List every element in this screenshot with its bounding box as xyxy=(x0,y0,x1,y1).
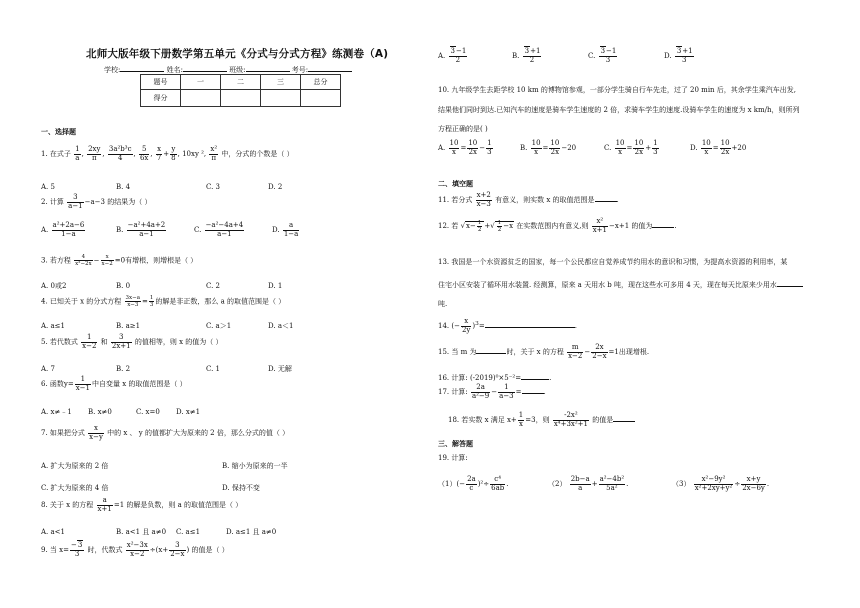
question-text: 的值是 xyxy=(592,416,614,425)
math-fraction: $\frac{3x-a}{x-3}$ xyxy=(125,295,141,309)
answer-blank[interactable] xyxy=(476,346,506,354)
answer-blank[interactable] xyxy=(652,220,674,228)
page-title: 北师大版年级下册数学第五单元《分式与分式方程》练测卷（A) xyxy=(86,48,389,60)
option-d[interactable]: D. 2 xyxy=(268,183,283,191)
answer-blank[interactable] xyxy=(613,414,635,422)
math-fraction: $\frac{\text{3a²b³c}}{4}$ xyxy=(108,145,132,162)
option-a[interactable]: A. 5 xyxy=(41,183,55,191)
question-17: 17. 计算: $\frac{2a}{\text{a²−9}}$ − $\frac{1}{a-3}$ = . xyxy=(438,383,546,400)
question-9: 9. 当 x= $\frac{-3}{3}$ 时，代数式 $\frac{\text{x²−3x}}{x-2}$ ÷(x+ $\frac{3}{2-x}$ ) 的值是（ ） xyxy=(41,541,229,558)
option-c[interactable]: C. a≤1 xyxy=(176,528,201,536)
school-label: 学校: xyxy=(104,66,121,74)
question-4: 4. 已知关于 x 的分式方程 $\frac{3x-a}{x-3}$ = $\frac{1}{3}$ 的解是非正数，那么 a 的取值范围是（ ） xyxy=(41,295,286,309)
question-text: 10xy ², xyxy=(182,150,207,159)
question-11: 11. 若分式 $\frac{x+2}{x-3}$ 有意义，则实数 x 的取值范围是 . xyxy=(438,191,619,208)
math-fraction: $\frac{1}{3}$ xyxy=(149,295,154,309)
question-text: =3，则 xyxy=(525,416,550,425)
question-text: 的值为 xyxy=(631,222,653,231)
question-15: 15. 当 m 为 时，关于 x 的方程 $\frac{m}{x-2}$ − $\frac{2x}{2-x}$ =1出现增根. xyxy=(438,343,650,360)
math-fraction: $\frac{\text{x²}}{\pi}$ xyxy=(210,145,218,162)
math-fraction: $\frac{a}{x+1}$ xyxy=(97,496,112,513)
option-c[interactable]: C. x=0 xyxy=(136,408,160,416)
option-c[interactable]: C. $\frac{\text{−a²−4a+4}}{a-1}$ xyxy=(194,221,244,238)
math-fraction: $\frac{2x}{2-x}$ xyxy=(592,343,607,360)
question-16: 16. 计算: (-2019)⁰×5⁻²= . xyxy=(438,374,552,382)
option-b[interactable]: B. $\frac{3+1}{2}$ xyxy=(512,47,541,64)
option-c[interactable]: C. $\frac{3-1}{3}$ xyxy=(588,47,617,64)
math-fraction: $\frac{-3}{3}$ xyxy=(70,541,83,558)
question-text: =1 的解是负数，则 a 的取值范围是（ ） xyxy=(113,501,243,510)
answer-blank[interactable] xyxy=(777,279,803,287)
option-a[interactable]: A. x≠﹣1 xyxy=(41,408,72,416)
question-2: 2. 计算 $\frac{3}{a-1}$ −a−3 的结果为（ ） xyxy=(41,193,152,210)
name-label: 姓名: xyxy=(166,66,183,74)
option-c[interactable]: C. $\frac{10}{x}$ = $\frac{10}{2x}$ + $\frac{1}{3}$ xyxy=(604,139,658,156)
score-header-cell: 三 xyxy=(261,75,301,90)
question-text: 6. 函数y= xyxy=(41,380,74,389)
question-5 xyxy=(41,334,222,350)
math-fraction: $\frac{x}{2y}$ xyxy=(461,317,471,334)
score-cell[interactable] xyxy=(181,90,221,107)
math-fraction: $\frac{x}{7}$ xyxy=(156,145,162,162)
question-18 xyxy=(448,412,635,428)
option-a[interactable]: A. 7 xyxy=(41,365,55,373)
score-table-score-row xyxy=(141,90,341,107)
answer-blank[interactable] xyxy=(485,320,575,328)
score-table xyxy=(140,74,341,107)
option-d[interactable]: D. $\frac{3+1}{3}$ xyxy=(664,47,693,64)
section-heading-choice: 一、选择题 xyxy=(41,128,76,136)
question-text: 1. 在式子 xyxy=(41,150,71,159)
question-12: 12. 若 √x− $\frac{1}{2}$ +√ $\frac{1}{2}$ −x 在实数范围内有意义,则 $\frac{\text{x²}}{x+1}$ −x+1 的值为 . xyxy=(438,217,677,234)
question-text: 住宅小区安装了循环用水装置. 经测算，原来 a 天用水 b 吨，现在这些水可多用 4 天，现在每天比原来少用水 xyxy=(438,281,777,289)
option-a[interactable]: A. $\frac{3-1}{2}$ xyxy=(438,47,467,64)
option-d[interactable]: D. x≠1 xyxy=(176,408,201,416)
question-text: 出现增根. xyxy=(618,348,650,357)
option-b[interactable]: B. 0 xyxy=(116,282,131,290)
score-table-header-row xyxy=(141,75,341,90)
section-heading-fill: 二、填空题 xyxy=(438,180,473,188)
answer-blank[interactable] xyxy=(521,372,549,380)
score-row-label: 得分 xyxy=(141,90,181,107)
question-3: 3. 若方程 $\frac{4}{\text{x²−2x}}$ − $\frac{x}{x-2}$ =0有增根，则增根是（ ） xyxy=(41,254,198,268)
option-a[interactable]: A. 扩大为原来的 2 倍 xyxy=(41,462,109,470)
question-text: 12. 若 xyxy=(438,222,459,231)
option-a[interactable]: A. $\frac{10}{x}$ = $\frac{10}{2x}$ − $\frac{1}{3}$ xyxy=(438,139,492,156)
question-text: =0有增根，则增根是（ ） xyxy=(114,256,198,265)
option-b[interactable]: B. $\frac{10}{x}$ = $\frac{10}{2x}$ −20 xyxy=(520,139,577,156)
math-fraction: $\frac{5}{6x}$ xyxy=(139,145,149,162)
question-text: 7. 如果把分式 xyxy=(41,429,85,438)
question-text: 的值是（ ） xyxy=(191,546,229,555)
question-10-line1: 10. 九年级学生去距学校 10 km 的博物馆参观，一部分学生骑自行车先走，过了 20 min 后，其余学生乘汽车出发, xyxy=(438,86,797,94)
class-field[interactable] xyxy=(246,64,290,72)
option-b[interactable]: B. 4 xyxy=(116,183,131,191)
score-cell[interactable] xyxy=(301,90,341,107)
option-d[interactable]: D. 1 xyxy=(268,282,283,290)
question-text: 4. 已知关于 x 的分式方程 xyxy=(41,297,122,306)
option-c[interactable]: C. 扩大为原来的 4 倍 xyxy=(41,484,109,492)
question-13-line3: 吨. xyxy=(438,300,448,308)
question-13-line2 xyxy=(438,279,803,290)
exam-no-label: 考号: xyxy=(291,66,309,74)
option-b[interactable]: B. a≥1 xyxy=(116,322,141,330)
question-text: 中的 x 、 y 的值都扩大为原来的 2 倍，那么分式的值（ ） xyxy=(107,429,290,438)
option-b[interactable]: B. a<1 且 a≠0 xyxy=(116,528,167,536)
question-6 xyxy=(41,376,187,392)
score-header-cell: 题号 xyxy=(141,75,181,90)
math-fraction: $\frac{m}{x-2}$ xyxy=(568,343,583,360)
option-d[interactable]: D. $\frac{10}{x}$ = $\frac{10}{2x}$ +20 xyxy=(690,139,747,156)
math-fraction: $\frac{1}{x}$ xyxy=(518,411,524,428)
question-text: 中自变量 x 的取值范围是（ ） xyxy=(92,380,187,389)
question-13-line1: 13. 我国是一个水资源贫乏的国家，每一个公民都应自觉养成节约用水的意识和习惯，为提高水资源的利用率，某 xyxy=(438,258,788,266)
question-text: 3. 若方程 xyxy=(41,256,71,265)
math-fraction: $\frac{y}{8}$ xyxy=(171,145,176,162)
exam-no-field[interactable] xyxy=(308,64,352,72)
question-8 xyxy=(41,497,242,513)
question-text: 15. 当 m 为 xyxy=(438,348,477,357)
question-text: 的解是非正数，那么 a 的取值范围是（ ） xyxy=(155,297,286,306)
school-field[interactable] xyxy=(120,64,164,72)
math-fraction: $\frac{x+2}{x-3}$ xyxy=(476,191,491,208)
question-19-part-3: （3） $\frac{\text{x²−9y²}}{\text{x²+2xy+y²}}$ ÷ $\frac{x+y}{2x-6y}$ . xyxy=(672,475,770,492)
question-text: 有意义，则实数 x 的取值范围是 xyxy=(495,196,595,205)
math-fraction: $\frac{1}{a-3}$ xyxy=(499,383,514,400)
question-text: 16. 计算: (-2019)⁰×5⁻²= xyxy=(438,374,522,382)
question-text: 的值相等，则 x 的值为（ ） xyxy=(134,338,223,347)
option-c[interactable]: C. 3 xyxy=(206,183,221,191)
question-1: 1. 在式子 $\frac{1}{a}$ , $\frac{2xy}{\pi}$ , $\frac{\text{3a²b³c}}{4}$ , $\frac{5}{6x}$ , $\frac{x}{7}$ + $\frac{y}{8}$ , 10xy ², $\frac{\text{x²}}{\pi}$ 中，分式的个数是（ ） xyxy=(41,145,294,162)
option-c[interactable]: C. a＞1 xyxy=(206,322,232,330)
question-19-part-2: （2） $\frac{2b-a}{a}$ + $\frac{\text{a²−4b²}}{\text{5a²}}$ . xyxy=(548,475,629,492)
question-19-part-1: （1）(− $\frac{2a}{c}$ )²÷ $\frac{\text{c⁴}}{6ab}$ . xyxy=(438,475,509,492)
class-label: 班级: xyxy=(229,66,246,74)
question-text: 时，代数式 xyxy=(87,546,123,555)
math-fraction: $\frac{\text{x²−3x}}{x-2}$ xyxy=(126,541,148,558)
option-b[interactable]: B. 缩小为原来的一半 xyxy=(222,462,288,470)
math-fraction: $\frac{3}{2x+1}$ xyxy=(111,333,131,350)
option-c[interactable]: C. 1 xyxy=(206,365,221,373)
question-text: 2. 计算 xyxy=(41,198,64,207)
math-fraction: $\frac{3}{a-1}$ xyxy=(68,193,83,210)
option-b[interactable]: B. x≠0 xyxy=(88,408,112,416)
name-field[interactable] xyxy=(183,64,227,72)
math-fraction: $\frac{x}{x-2}$ xyxy=(101,254,113,268)
math-fraction: $\frac{1}{x-1}$ xyxy=(75,375,91,392)
score-cell[interactable] xyxy=(261,90,301,107)
math-fraction: $\frac{1}{a}$ xyxy=(75,145,80,162)
question-text: 11. 若分式 xyxy=(438,196,473,205)
option-d[interactable]: D. 无解 xyxy=(268,365,292,373)
score-cell[interactable] xyxy=(221,90,261,107)
option-a[interactable]: A. $\frac{\text{a²+2a−6}}{1-a}$ xyxy=(41,221,85,238)
question-text: 中，分式的个数是（ ） xyxy=(221,150,294,159)
answer-blank[interactable] xyxy=(595,194,617,202)
option-a[interactable]: A. a≤1 xyxy=(41,322,65,330)
score-header-cell: 二 xyxy=(221,75,261,90)
math-fraction: $\frac{\text{x²}}{x+1}$ xyxy=(592,217,608,234)
math-fraction: $\frac{x}{x-y}$ xyxy=(89,424,103,441)
question-text: 9. 当 x= xyxy=(41,546,69,555)
option-a[interactable]: A. a<1 xyxy=(41,528,65,536)
question-10-line2: 结果他们同时到达.已知汽车的速度是骑车学生速度的 2 倍，求骑车学生的速度.设骑车学生的速度为 x km/h，则所列 xyxy=(438,106,800,114)
option-a[interactable]: A. 0或2 xyxy=(41,282,67,290)
option-b[interactable]: B. $\frac{\text{−a²+4a+2}}{a-1}$ xyxy=(116,221,166,238)
question-7 xyxy=(41,425,289,441)
question-text: 5. 若代数式 xyxy=(41,338,78,347)
option-c[interactable]: C. 2 xyxy=(206,282,221,290)
score-header-cell: 一 xyxy=(181,75,221,90)
option-d[interactable]: D. 保持不变 xyxy=(222,484,260,492)
section-heading-solve: 三、解答题 xyxy=(438,440,473,448)
question-19: 19. 计算: xyxy=(438,454,468,462)
question-text: 14. xyxy=(438,322,450,331)
question-10-line3: 方程正确的是( ) xyxy=(438,125,488,133)
question-text: 18. 若实数 x 满足 x+ xyxy=(448,416,517,425)
math-fraction: $\frac{4}{\text{x²−2x}}$ xyxy=(75,254,92,268)
math-fraction: $\frac{3}{2-x}$ xyxy=(170,541,185,558)
question-text: 和 xyxy=(100,338,108,347)
option-d[interactable]: D. a＜1 xyxy=(268,322,294,330)
question-text: 8. 关于 x 的方程 xyxy=(41,501,94,510)
answer-blank[interactable] xyxy=(522,386,544,394)
question-text: 17. 计算: xyxy=(438,388,468,397)
option-d[interactable]: D. $\frac{a}{1-a}$ xyxy=(272,221,299,238)
question-text: 的结果为（ ） xyxy=(107,198,152,207)
score-header-cell: 总分 xyxy=(301,75,341,90)
option-d[interactable]: D. a≤1 且 a≠0 xyxy=(226,528,277,536)
question-14: 14. (− $\frac{x}{2y}$ )$^3$= . xyxy=(438,317,577,334)
math-fraction: $\frac{2xy}{\pi}$ xyxy=(88,145,101,162)
question-text: 在实数范围内有意义,则 xyxy=(516,222,589,231)
math-fraction: $\frac{\text{-2x²}}{\text{x⁴+3x²+1}}$ xyxy=(553,411,588,428)
math-fraction: $\frac{1}{x-2}$ xyxy=(82,333,97,350)
math-fraction: $\frac{2a}{\text{a²−9}}$ xyxy=(471,383,490,400)
question-text: 时，关于 x 的方程 xyxy=(506,348,564,357)
option-b[interactable]: B. 2 xyxy=(116,365,131,373)
